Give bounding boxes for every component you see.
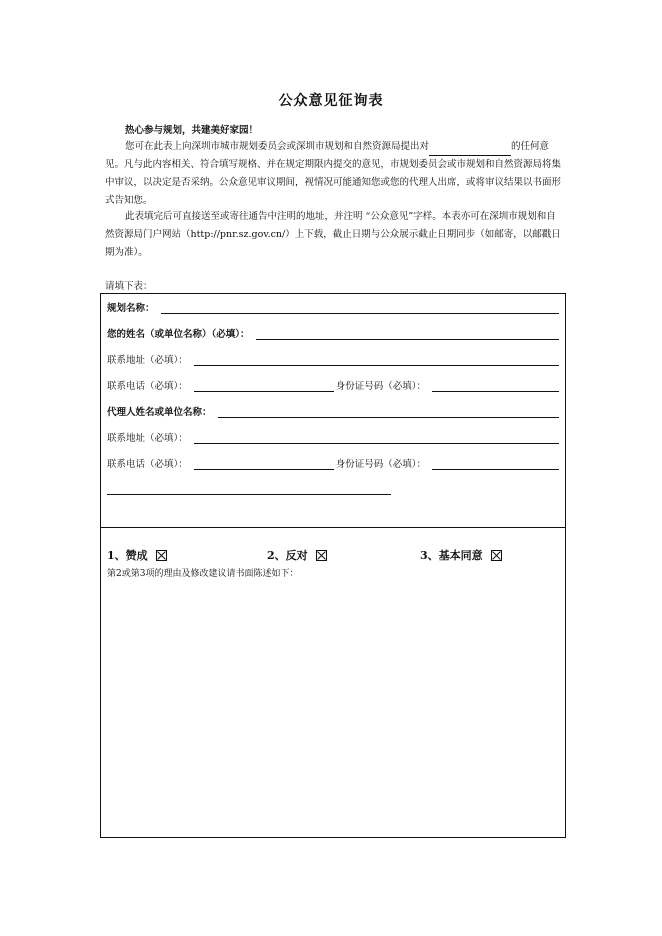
- agent-id-field[interactable]: [432, 459, 559, 470]
- checkbox-icon[interactable]: [316, 550, 327, 561]
- agent-phone-row: [107, 456, 559, 470]
- option-basically-agree-label: 3、基本同意: [420, 549, 483, 562]
- agent-phone-field[interactable]: [194, 459, 334, 470]
- option-oppose-label: 2、反对: [267, 549, 308, 562]
- agent-id-label: 身份证号码（必填）：: [335, 459, 427, 470]
- option-oppose[interactable]: [267, 547, 327, 563]
- option-approve[interactable]: [107, 547, 167, 563]
- checkbox-icon[interactable]: [491, 550, 502, 561]
- plan-blank-line: [429, 144, 511, 156]
- fill-prompt: 请填下表：: [105, 281, 153, 292]
- form-title: 公众意见征询表: [278, 93, 384, 109]
- phone-row: [107, 378, 559, 392]
- intro-text-2: 此表填完后可直接送至或寄往通告中注明的地址，并注明 “公众意见”字样。本表亦可在深圳市规划和自然资源局门户网站（http://pnr.sz.gov.cn/）上下载，截止日期与公众展示截止日期同步（如邮寄，以邮戳日期为准）。: [105, 211, 561, 258]
- phone-field[interactable]: [194, 381, 334, 392]
- section-divider: [101, 527, 565, 528]
- plan-name-row: [107, 300, 559, 314]
- address-label: 联系地址（必填）：: [107, 355, 188, 366]
- intro-paragraph-1: [105, 138, 561, 210]
- phone-label: 联系电话（必填）：: [107, 381, 188, 392]
- intro-text-after-blank: 的任何意见。凡与此内容相关、符合填写规格、并在规定期限内提交的意见，市规划委员会或市规划和自然资源局将集中审议，以决定是否采纳。公众意见审议期间，视情况可能通知您或您的代理人出席，或将审议结果以书面形式告知您。: [105, 141, 562, 206]
- agent-field[interactable]: [218, 407, 559, 418]
- option-approve-label: 1、赞成: [107, 549, 148, 562]
- agent-label: 代理人姓名或单位名称：: [107, 407, 212, 418]
- intro-text-before-blank: 您可在此表上向深圳市城市规划委员会或深圳市规划和自然资源局提出对: [125, 141, 430, 152]
- address-field[interactable]: [194, 355, 559, 366]
- name-row: [107, 326, 559, 340]
- plan-name-field[interactable]: [161, 303, 559, 314]
- agent-row: [107, 404, 559, 418]
- agent-phone-label: 联系电话（必填）：: [107, 459, 188, 470]
- address-row: [107, 352, 559, 366]
- agent-address-row: [107, 430, 559, 444]
- agent-address-field[interactable]: [194, 433, 559, 444]
- checkbox-icon[interactable]: [156, 550, 167, 561]
- reason-label: 第2或第3项的理由及修改建议请书面陈述如下：: [107, 569, 299, 579]
- plan-name-label: 规划名称：: [107, 303, 155, 314]
- form-box: [100, 293, 566, 838]
- id-label: 身份证号码（必填）：: [335, 381, 427, 392]
- intro-paragraph-2: [105, 208, 561, 262]
- slogan: 热心参与规划，共建美好家园！: [125, 125, 259, 136]
- name-label: 您的姓名（或单位名称）（必填）：: [107, 329, 250, 340]
- option-basically-agree[interactable]: [420, 547, 502, 563]
- agent-address-label: 联系地址（必填）：: [107, 433, 188, 444]
- id-field[interactable]: [432, 381, 559, 392]
- name-field[interactable]: [256, 329, 559, 340]
- signature-line[interactable]: [107, 494, 391, 495]
